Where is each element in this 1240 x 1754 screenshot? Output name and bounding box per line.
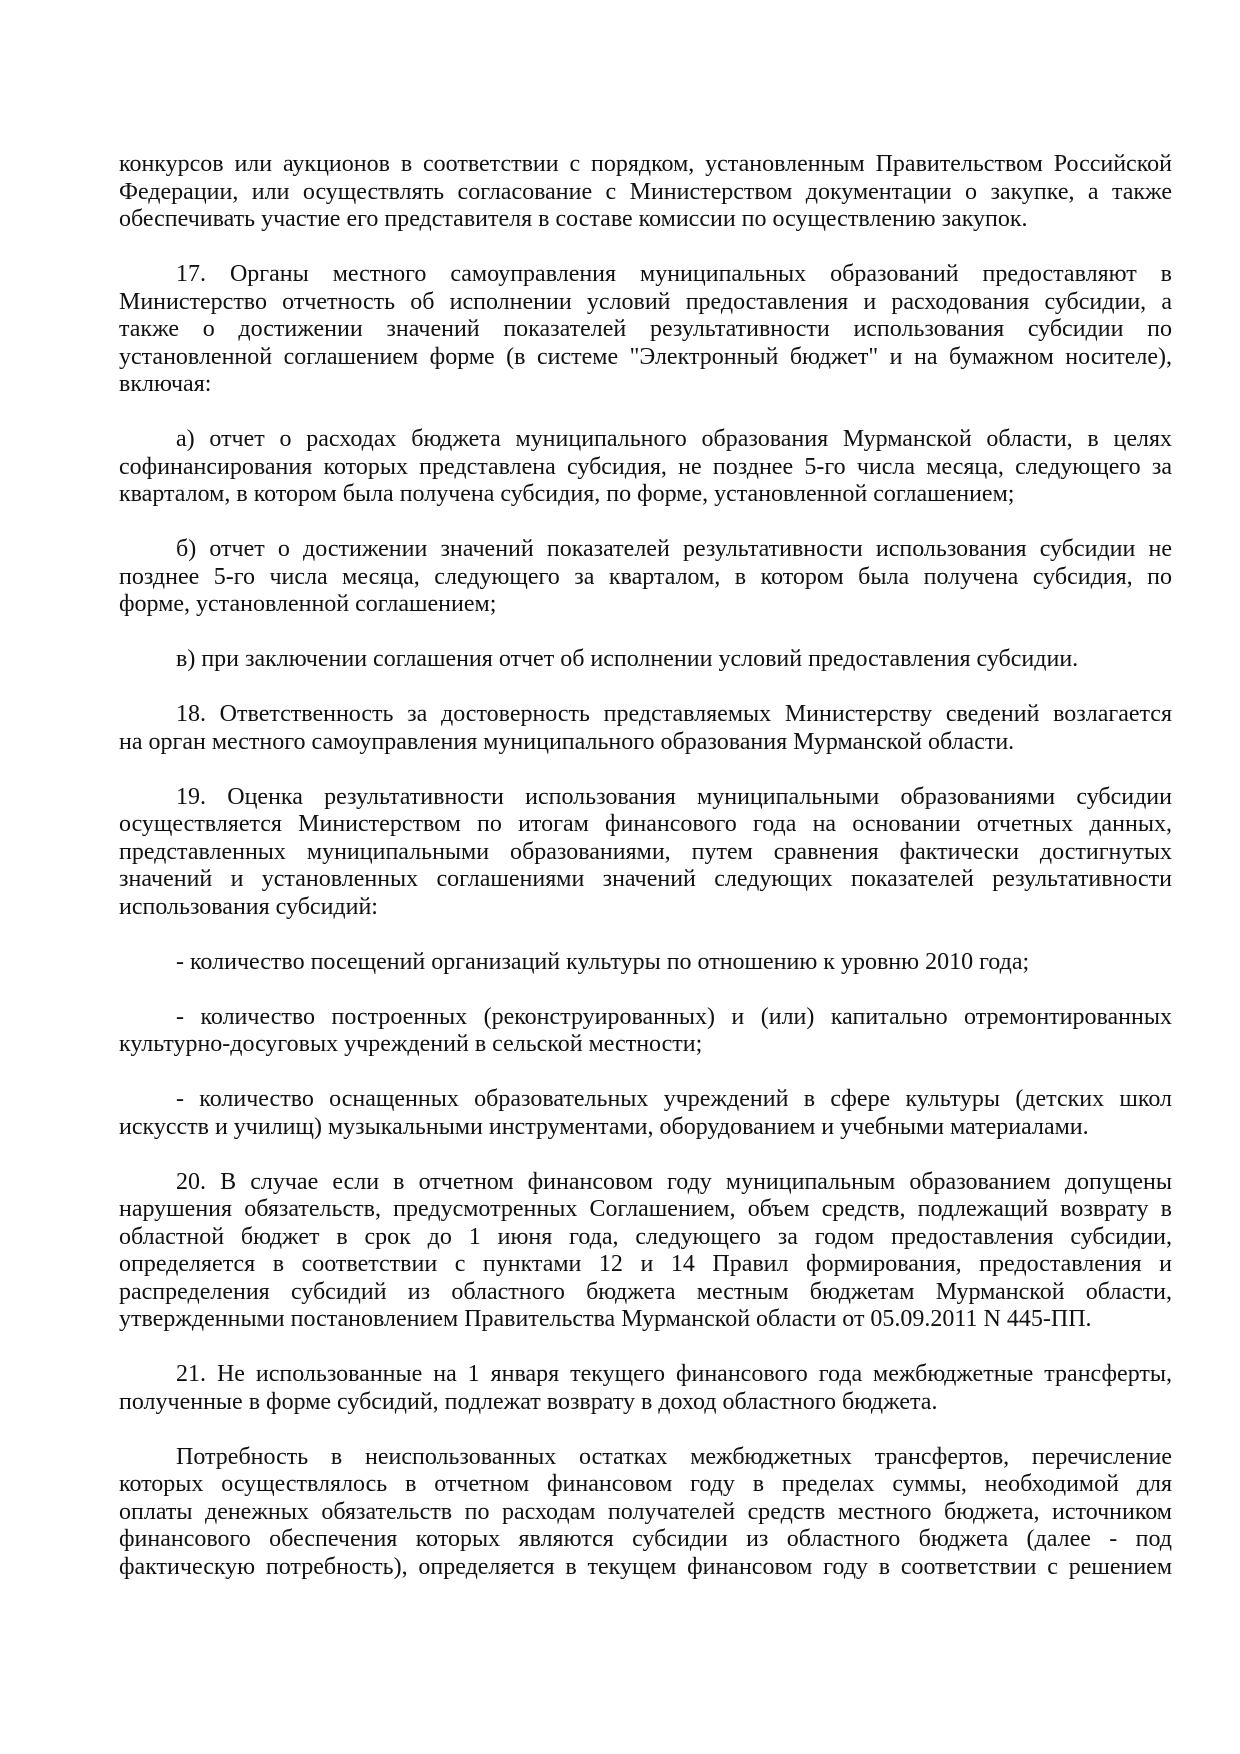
text-line: полученные в форме субсидий, подлежат возврату в доход областного бюджета. xyxy=(119,1388,938,1415)
paragraph xyxy=(119,426,1172,509)
paragraph xyxy=(119,1361,1172,1416)
text-line: софинансирования которых представлена субсидия, не позднее 5-го числа месяца, следующего за xyxy=(119,453,1172,480)
text-line: утвержденными постановлением Правительства Мурманской области от 05.09.2011 N 445-ПП. xyxy=(119,1306,1092,1332)
text-line: областной бюджет в срок до 1 июня года, следующего за годом предоставления субсидии, xyxy=(119,1223,1172,1250)
text-line: кварталом, в котором была получена субсидия, по форме, установленной соглашением; xyxy=(119,481,1015,507)
text-line: 19. Оценка результативности использования муниципальными образованиями субсидии xyxy=(176,783,1172,810)
paragraph xyxy=(119,1169,1172,1334)
text-line: Потребность в неиспользованных остатках межбюджетных трансфертов, перечисление xyxy=(176,1443,1172,1470)
paragraph xyxy=(119,536,1172,619)
paragraph xyxy=(119,1086,1172,1141)
text-line: которых осуществлялось в отчетном финансовом году в пределах суммы, необходимой для xyxy=(119,1471,1172,1497)
text-line: - количество посещений организаций культуры по отношению к уровню 2010 года; xyxy=(176,948,1030,975)
text-line: Федерации, или осуществлять согласование с Министерством документации о закупке, а также xyxy=(119,178,1172,205)
paragraph xyxy=(119,1444,1172,1582)
text-line: финансового обеспечения которых являются субсидии из областного бюджета (далее - под xyxy=(119,1526,1172,1552)
text-line: значений и установленных соглашениями значений следующих показателей результативности xyxy=(119,866,1172,892)
text-line: распределения субсидий из областного бюджета местным бюджетам Мурманской области, xyxy=(119,1278,1172,1305)
text-line: обеспечивать участие его представителя в составе комиссии по осуществлению закупок. xyxy=(119,206,1028,232)
paragraph xyxy=(119,1004,1172,1059)
text-line: на орган местного самоуправления муниципального образования Мурманской области. xyxy=(119,728,1015,755)
paragraph xyxy=(119,646,1172,674)
paragraph xyxy=(119,701,1172,756)
text-line: оплаты денежных обязательств по расходам получателей средств местного бюджета, источником xyxy=(119,1498,1172,1525)
text-line: культурно-досуговых учреждений в сельской местности; xyxy=(119,1031,703,1057)
text-line: конкурсов или аукционов в соответствии с порядком, установленным Правительством Российской xyxy=(119,151,1172,177)
paragraph xyxy=(119,151,1172,234)
text-line: определяется в соответствии с пунктами 12 и 14 Правил формирования, предоставления и xyxy=(119,1251,1172,1277)
text-line: нарушения обязательств, предусмотренных Соглашением, объем средств, подлежащий возврату в xyxy=(119,1196,1172,1222)
text-line: представленных муниципальными образованиями, путем сравнения фактически достигнутых xyxy=(119,838,1172,865)
paragraph xyxy=(119,784,1172,922)
text-line: - количество построенных (реконструированных) и (или) капитально отремонтированных xyxy=(176,1003,1172,1030)
text-line: включая: xyxy=(119,371,212,397)
paragraph xyxy=(119,949,1172,977)
text-line: искусств и училищ) музыкальными инструментами, оборудованием и учебными материалами. xyxy=(119,1113,1089,1140)
text-line: установленной соглашением форме (в системе "Электронный бюджет" и на бумажном носителе), xyxy=(119,343,1172,370)
text-line: фактическую потребность), определяется в текущем финансовом году в соответствии с решением xyxy=(119,1553,1172,1580)
text-line: осуществляется Министерством по итогам финансового года на основании отчетных данных, xyxy=(119,811,1172,837)
text-line: форме, установленной соглашением; xyxy=(119,591,497,617)
text-line: использования субсидий: xyxy=(119,893,378,920)
text-line: позднее 5-го числа месяца, следующего за кварталом, в котором была получена субсидия, по xyxy=(119,563,1172,590)
text-line: 17. Органы местного самоуправления муниципальных образований предоставляют в xyxy=(176,261,1172,287)
text-line: б) отчет о достижении значений показателей результативности использования субсидии не xyxy=(176,536,1172,562)
text-line: в) при заключении соглашения отчет об исполнении условий предоставления субсидии. xyxy=(176,646,1079,672)
text-line: - количество оснащенных образовательных учреждений в сфере культуры (детских школ xyxy=(176,1086,1172,1112)
text-line: также о достижении значений показателей результативности использования субсидии по xyxy=(119,316,1172,342)
text-line: 20. В случае если в отчетном финансовом году муниципальным образованием допущены xyxy=(176,1168,1172,1195)
text-line: а) отчет о расходах бюджета муниципального образования Мурманской области, в целях xyxy=(176,426,1172,452)
document-page xyxy=(119,151,1172,1609)
paragraph xyxy=(119,261,1172,399)
text-line: 21. Не использованные на 1 января текущего финансового года межбюджетные трансферты, xyxy=(176,1361,1172,1387)
text-line: Министерство отчетность об исполнении условий предоставления и расходования субсидии, а xyxy=(119,288,1172,315)
text-line: 18. Ответственность за достоверность представляемых Министерству сведений возлагается xyxy=(176,701,1172,727)
